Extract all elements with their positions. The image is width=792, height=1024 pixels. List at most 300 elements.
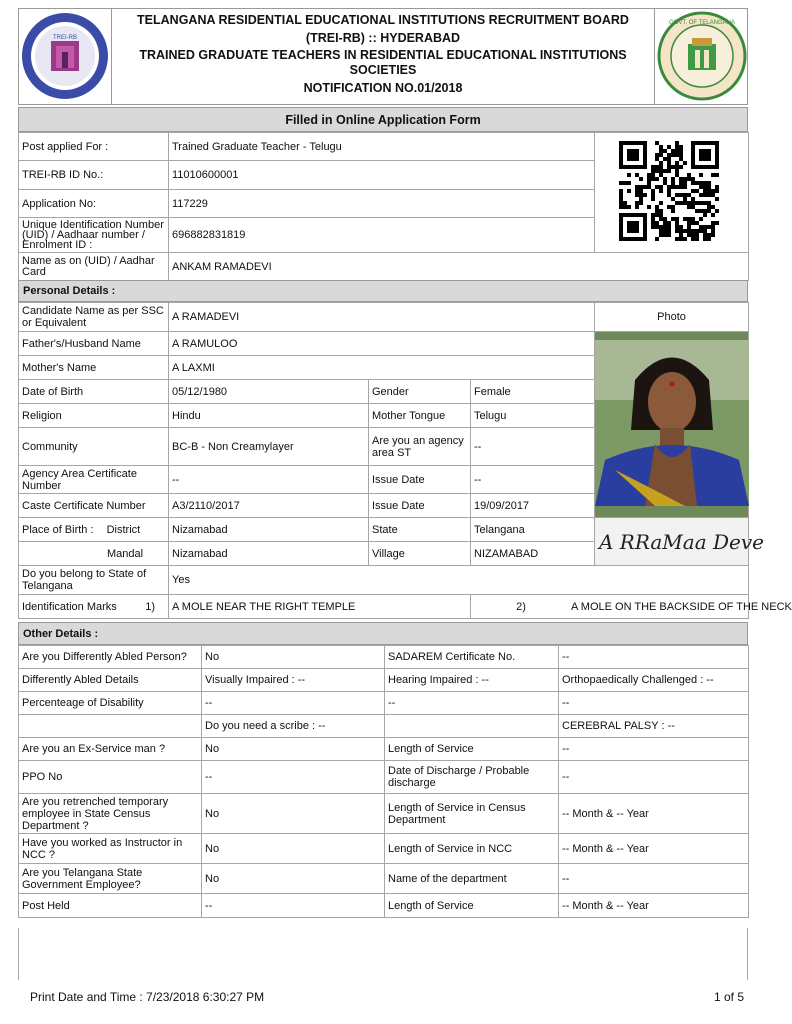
qr-module xyxy=(675,173,679,177)
qr-module xyxy=(711,233,715,237)
qr-module xyxy=(667,153,671,157)
qr-module xyxy=(667,205,671,209)
qr-module xyxy=(695,233,699,237)
qr-module xyxy=(619,181,623,185)
qr-module xyxy=(651,189,655,193)
qr-module xyxy=(715,185,719,189)
other-details-header: Other Details : xyxy=(18,622,748,645)
qr-module xyxy=(655,237,659,241)
agency-cert-value: -- xyxy=(169,466,369,494)
qr-module xyxy=(639,189,643,193)
qr-module xyxy=(703,201,707,205)
qr-module xyxy=(647,181,651,185)
qr-module xyxy=(707,205,711,209)
qr-module xyxy=(691,177,695,181)
issue-date-2-value: 19/09/2017 xyxy=(471,494,595,518)
other-cell-ex-service-2: No xyxy=(202,738,385,761)
qr-module xyxy=(659,173,663,177)
qr-module xyxy=(659,217,663,221)
qr-module xyxy=(695,189,699,193)
header-title xyxy=(112,8,654,105)
qr-module xyxy=(663,221,667,225)
header-line4: SOCIETIES xyxy=(349,62,417,77)
aadhar-name-label: Name as on (UID) / Aadhar Card xyxy=(19,253,169,281)
other-cell-census-1: Are you retrenched temporary employee in State Census Department ? xyxy=(19,794,202,834)
qr-module xyxy=(675,161,679,165)
qr-module xyxy=(703,233,707,237)
qr-module xyxy=(687,225,691,229)
qr-module xyxy=(695,237,699,241)
qr-module xyxy=(651,213,655,217)
app-no-label: Application No: xyxy=(19,189,169,217)
other-cell-scribe-2: Do you need a scribe : -- xyxy=(202,715,385,738)
mother-label: Mother's Name xyxy=(19,356,169,380)
qr-module xyxy=(703,185,707,189)
qr-module xyxy=(683,193,687,197)
other-row-census xyxy=(19,794,749,834)
qr-module xyxy=(695,209,699,213)
qr-module xyxy=(659,213,663,217)
qr-module xyxy=(683,229,687,233)
svg-text:GOVT. OF TELANGANA: GOVT. OF TELANGANA xyxy=(669,20,735,26)
post-label: Post applied For : xyxy=(19,133,169,161)
qr-module xyxy=(679,181,683,185)
qr-module xyxy=(715,197,719,201)
qr-module xyxy=(691,217,695,221)
qr-module xyxy=(671,153,675,157)
qr-module xyxy=(687,205,691,209)
qr-module xyxy=(683,185,687,189)
signature-cell xyxy=(595,518,764,566)
other-cell-differently-abled-4: -- xyxy=(559,646,749,669)
qr-module xyxy=(691,233,695,237)
other-cell-census-4: -- Month & -- Year xyxy=(559,794,749,834)
qr-module xyxy=(711,221,715,225)
qr-module xyxy=(699,229,703,233)
other-row-ppo xyxy=(19,761,749,794)
qr-module xyxy=(703,193,707,197)
qr-module xyxy=(675,193,679,197)
qr-module xyxy=(687,217,691,221)
other-cell-disability-percent-4: -- xyxy=(559,692,749,715)
candidate-name-label: Candidate Name as per SSC or Equivalent xyxy=(19,303,169,332)
qr-module xyxy=(655,205,659,209)
qr-module xyxy=(655,213,659,217)
qr-module xyxy=(691,237,695,241)
qr-module xyxy=(687,233,691,237)
other-cell-disability-percent-3: -- xyxy=(385,692,559,715)
trei-id-label: TREI-RB ID No.: xyxy=(19,161,169,189)
qr-module xyxy=(679,185,683,189)
qr-module xyxy=(651,169,655,173)
other-cell-abled-details-4: Orthopaedically Challenged : -- xyxy=(559,669,749,692)
qr-module xyxy=(635,173,639,177)
app-no-value: 117229 xyxy=(169,189,595,217)
qr-module xyxy=(679,193,683,197)
qr-module xyxy=(667,161,671,165)
qr-module xyxy=(667,233,671,237)
qr-module xyxy=(679,237,683,241)
religion-value: Hindu xyxy=(169,404,369,428)
qr-module xyxy=(619,197,623,201)
qr-module xyxy=(651,165,655,169)
qr-module xyxy=(699,201,703,205)
other-cell-ncc-4: -- Month & -- Year xyxy=(559,834,749,864)
qr-module xyxy=(635,185,639,189)
other-cell-abled-details-1: Differently Abled Details xyxy=(19,669,202,692)
other-cell-differently-abled-1: Are you Differently Abled Person? xyxy=(19,646,202,669)
qr-module xyxy=(703,225,707,229)
other-cell-govt-employee-4: -- xyxy=(559,864,749,894)
mark2-number: 2) xyxy=(516,600,526,613)
other-cell-ex-service-4: -- xyxy=(559,738,749,761)
state-label: State xyxy=(369,518,471,542)
qr-module xyxy=(655,177,659,181)
personal-details-table xyxy=(18,302,792,619)
issue-date-2-label: Issue Date xyxy=(369,494,471,518)
qr-module xyxy=(711,205,715,209)
other-cell-ex-service-3: Length of Service xyxy=(385,738,559,761)
qr-module xyxy=(691,197,695,201)
other-cell-post-held-1: Post Held xyxy=(19,894,202,918)
place-of-birth-label xyxy=(19,518,169,542)
belong-telangana-value: Yes xyxy=(169,566,749,595)
qr-module xyxy=(627,189,631,193)
qr-module xyxy=(715,173,719,177)
qr-module xyxy=(619,205,623,209)
top-info-table xyxy=(18,132,749,281)
qr-module xyxy=(695,221,699,225)
issue-date-1-value: -- xyxy=(471,466,595,494)
qr-module xyxy=(655,225,659,229)
photo-cell xyxy=(595,332,749,518)
qr-module xyxy=(671,217,675,221)
qr-module xyxy=(671,181,675,185)
agency-cert-label: Agency Area Certificate Number xyxy=(19,466,169,494)
qr-module xyxy=(627,205,631,209)
qr-module xyxy=(663,229,667,233)
aadhar-name-value: ANKAM RAMADEVI xyxy=(169,253,749,281)
caste-cert-label: Caste Certificate Number xyxy=(19,494,169,518)
qr-module xyxy=(707,185,711,189)
qr-module xyxy=(703,181,707,185)
qr-module xyxy=(651,173,655,177)
qr-module xyxy=(707,233,711,237)
gender-label: Gender xyxy=(369,380,471,404)
qr-module xyxy=(699,193,703,197)
qr-module xyxy=(683,237,687,241)
qr-module xyxy=(707,237,711,241)
other-cell-ncc-3: Length of Service in NCC xyxy=(385,834,559,864)
other-row-ncc xyxy=(19,834,749,864)
qr-module xyxy=(715,221,719,225)
qr-module xyxy=(659,201,663,205)
other-cell-census-3: Length of Service in Census Department xyxy=(385,794,559,834)
qr-module xyxy=(691,205,695,209)
qr-module xyxy=(655,141,659,145)
qr-module xyxy=(711,189,715,193)
qr-module xyxy=(663,217,667,221)
qr-module xyxy=(679,149,683,153)
uid-label: Unique Identification Number (UID) / Aadhaar number / Enrolment ID : xyxy=(19,218,169,253)
qr-module xyxy=(671,185,675,189)
other-cell-post-held-2: -- xyxy=(202,894,385,918)
page-border-right xyxy=(747,928,748,980)
qr-module xyxy=(675,185,679,189)
qr-module xyxy=(659,229,663,233)
qr-module xyxy=(679,145,683,149)
qr-module xyxy=(675,153,679,157)
qr-module xyxy=(711,173,715,177)
qr-module xyxy=(687,173,691,177)
other-cell-govt-employee-1: Are you Telangana State Government Employee? xyxy=(19,864,202,894)
community-label: Community xyxy=(19,428,169,466)
trei-id-value: 11010600001 xyxy=(169,161,595,189)
qr-module xyxy=(623,201,627,205)
issue-date-1-label: Issue Date xyxy=(369,466,471,494)
qr-module xyxy=(667,229,671,233)
qr-module xyxy=(635,201,639,205)
other-row-scribe xyxy=(19,715,749,738)
qr-module xyxy=(639,177,643,181)
mandal-label: Mandal xyxy=(19,542,169,566)
header-line3: TRAINED GRADUATE TEACHERS IN RESIDENTIAL EDUCATIONAL INSTITUTIONS xyxy=(139,48,627,62)
qr-module xyxy=(659,149,663,153)
qr-module xyxy=(635,205,639,209)
other-cell-govt-employee-2: No xyxy=(202,864,385,894)
qr-module xyxy=(659,233,663,237)
qr-module xyxy=(671,197,675,201)
other-cell-scribe-4: CEREBRAL PALSY : -- xyxy=(559,715,749,738)
page-number: 1 of 5 xyxy=(714,990,745,1004)
qr-module xyxy=(675,201,679,205)
qr-module xyxy=(639,197,643,201)
father-value: A RAMULOO xyxy=(169,332,595,356)
qr-module xyxy=(659,225,663,229)
qr-module xyxy=(675,149,679,153)
qr-module xyxy=(663,181,667,185)
belong-telangana-label: Do you belong to State of Telangana xyxy=(19,566,169,595)
qr-module xyxy=(699,181,703,185)
qr-module xyxy=(679,225,683,229)
mandal-value: Nizamabad xyxy=(169,542,369,566)
post-value: Trained Graduate Teacher - Telugu xyxy=(169,133,595,161)
qr-module xyxy=(651,217,655,221)
pob-label: Place of Birth : xyxy=(22,523,94,536)
other-row-post-held xyxy=(19,894,749,918)
qr-module xyxy=(687,177,691,181)
qr-module xyxy=(667,185,671,189)
qr-module xyxy=(639,193,643,197)
qr-module xyxy=(691,189,695,193)
qr-module xyxy=(679,157,683,161)
other-cell-ncc-1: Have you worked as Instructor in NCC ? xyxy=(19,834,202,864)
qr-module xyxy=(671,209,675,213)
qr-module xyxy=(707,209,711,213)
qr-module xyxy=(683,161,687,165)
qr-module xyxy=(659,169,663,173)
page-border-left xyxy=(18,928,19,980)
other-cell-scribe-1 xyxy=(19,715,202,738)
qr-module xyxy=(699,185,703,189)
qr-module xyxy=(675,221,679,225)
religion-label: Religion xyxy=(19,404,169,428)
qr-module xyxy=(639,185,643,189)
qr-module xyxy=(635,189,639,193)
header-line2: (TREI-RB) :: HYDERABAD xyxy=(305,30,461,45)
qr-module xyxy=(659,209,663,213)
other-cell-ppo-1: PPO No xyxy=(19,761,202,794)
qr-module xyxy=(619,201,623,205)
qr-module xyxy=(699,173,703,177)
qr-module xyxy=(655,153,659,157)
community-value: BC-B - Non Creamylayer xyxy=(169,428,369,466)
other-row-disability-percent xyxy=(19,692,749,715)
qr-module xyxy=(679,201,683,205)
other-row-abled-details xyxy=(19,669,749,692)
other-cell-ppo-3: Date of Discharge / Probable discharge xyxy=(385,761,559,794)
qr-module xyxy=(619,193,623,197)
qr-module xyxy=(619,189,623,193)
agency-st-value: -- xyxy=(471,428,595,466)
qr-module xyxy=(707,189,711,193)
qr-module xyxy=(667,221,671,225)
qr-module xyxy=(623,205,627,209)
qr-module xyxy=(687,193,691,197)
qr-module xyxy=(671,165,675,169)
other-row-differently-abled xyxy=(19,646,749,669)
qr-module xyxy=(675,165,679,169)
photo-label: Photo xyxy=(595,303,749,332)
qr-module xyxy=(667,193,671,197)
qr-module xyxy=(683,217,687,221)
qr-module xyxy=(695,229,699,233)
qr-module xyxy=(683,201,687,205)
qr-module xyxy=(659,153,663,157)
other-cell-post-held-4: -- Month & -- Year xyxy=(559,894,749,918)
signature-image: A RRaMaa Deve xyxy=(599,529,764,554)
village-label: Village xyxy=(369,542,471,566)
state-value: Telangana xyxy=(471,518,595,542)
mother-value: A LAXMI xyxy=(169,356,595,380)
qr-module xyxy=(659,145,663,149)
personal-details-header: Personal Details : xyxy=(18,280,748,302)
district-value: Nizamabad xyxy=(169,518,369,542)
mother-tongue-value: Telugu xyxy=(471,404,595,428)
header-line5: NOTIFICATION NO.01/2018 xyxy=(303,81,463,95)
mark2-cell xyxy=(471,595,792,619)
qr-module xyxy=(687,229,691,233)
qr-module xyxy=(679,153,683,157)
other-row-ex-service xyxy=(19,738,749,761)
qr-module xyxy=(647,205,651,209)
qr-module xyxy=(675,141,679,145)
qr-module xyxy=(699,225,703,229)
qr-module xyxy=(715,209,719,213)
qr-module xyxy=(643,185,647,189)
mark1-value: A MOLE NEAR THE RIGHT TEMPLE xyxy=(169,595,471,619)
qr-module xyxy=(675,145,679,149)
qr-module xyxy=(663,169,667,173)
candidate-name-value: A RAMADEVI xyxy=(169,303,595,332)
qr-module xyxy=(659,185,663,189)
qr-module xyxy=(683,177,687,181)
gender-value: Female xyxy=(471,380,595,404)
telangana-govt-emblem xyxy=(654,8,748,105)
form-title: Filled in Online Application Form xyxy=(18,107,748,132)
candidate-photo xyxy=(595,340,749,506)
qr-module xyxy=(695,201,699,205)
qr-module xyxy=(667,225,671,229)
qr-module xyxy=(627,173,631,177)
other-cell-differently-abled-3: SADAREM Certificate No. xyxy=(385,646,559,669)
treirb-logo xyxy=(18,8,112,105)
qr-module xyxy=(679,165,683,169)
qr-module xyxy=(679,233,683,237)
qr-module xyxy=(663,149,667,153)
other-cell-ppo-2: -- xyxy=(202,761,385,794)
qr-module xyxy=(659,189,663,193)
village-value: NIZAMABAD xyxy=(471,542,595,566)
agency-st-label: Are you an agency area ST xyxy=(369,428,471,466)
qr-module xyxy=(699,209,703,213)
qr-module xyxy=(667,189,671,193)
qr-module xyxy=(711,213,715,217)
qr-module xyxy=(679,177,683,181)
qr-module xyxy=(635,193,639,197)
qr-module xyxy=(655,165,659,169)
father-label: Father's/Husband Name xyxy=(19,332,169,356)
qr-module xyxy=(711,229,715,233)
qr-module xyxy=(667,165,671,169)
qr-module xyxy=(663,225,667,229)
qr-finder xyxy=(627,149,639,161)
qr-module xyxy=(655,185,659,189)
qr-module xyxy=(655,209,659,213)
qr-module xyxy=(651,221,655,225)
qr-module xyxy=(659,161,663,165)
qr-module xyxy=(655,221,659,225)
qr-module xyxy=(715,189,719,193)
mother-tongue-label: Mother Tongue xyxy=(369,404,471,428)
qr-module xyxy=(647,173,651,177)
print-date: Print Date and Time : 7/23/2018 6:30:27 PM xyxy=(30,990,265,1004)
qr-module xyxy=(655,157,659,161)
dob-value: 05/12/1980 xyxy=(169,380,369,404)
logo-center-text: TREI-RB xyxy=(53,35,77,41)
other-cell-abled-details-3: Hearing Impaired : -- xyxy=(385,669,559,692)
qr-module xyxy=(659,165,663,169)
qr-module xyxy=(703,209,707,213)
qr-module xyxy=(703,189,707,193)
other-cell-ppo-4: -- xyxy=(559,761,749,794)
qr-module xyxy=(679,229,683,233)
qr-module xyxy=(683,197,687,201)
uid-value: 696882831819 xyxy=(169,218,595,253)
qr-module xyxy=(691,181,695,185)
qr-module xyxy=(703,237,707,241)
qr-module xyxy=(643,193,647,197)
other-cell-govt-employee-3: Name of the department xyxy=(385,864,559,894)
qr-module xyxy=(663,233,667,237)
identification-marks-label xyxy=(19,595,169,619)
other-cell-abled-details-2: Visually Impaired : -- xyxy=(202,669,385,692)
qr-module xyxy=(675,237,679,241)
qr-module xyxy=(675,217,679,221)
other-cell-census-2: No xyxy=(202,794,385,834)
qr-module xyxy=(707,193,711,197)
mark1-number: 1) xyxy=(145,600,155,613)
